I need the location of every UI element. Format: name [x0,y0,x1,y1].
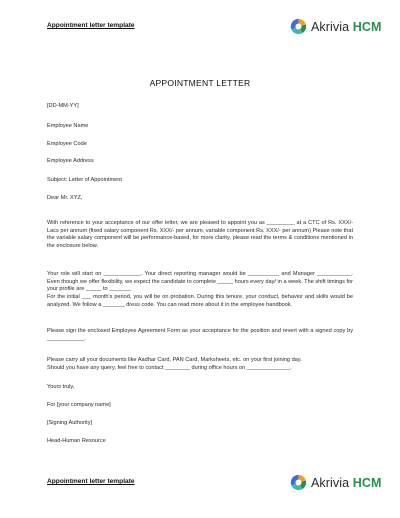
paragraph-sign-agreement: Please sign the enclosed Employee Agreement Form as your acceptance for the position and revert with a signed copy by ____________. [47,328,353,342]
date-field: [DD-MM-YY] [47,103,79,109]
paragraph-query: Should you have any query, feel free to contact ________ during office hours on ______________. [47,365,292,371]
logo-wordmark [311,20,382,34]
header-template-link[interactable]: Appointment letter template [47,22,135,29]
salutation: Dear Mr. XYZ, [47,195,83,201]
footer-logo [290,474,382,491]
paragraph-appointment: With reference to your acceptance of our offer letter, we are pleased to appoint you as _________ at a CTC of Rs. XXX/- Lacs per annum (fixed salary component Rs. XXX/- per annum, variable component Rs. XXX/- per annum) Please note that the variable salary component will be performance-based, for more clarity, please read the terms & conditions mentioned in the enclosure below. [47,220,353,249]
closing-yours-truly: Yours truly, [47,384,75,390]
logo-wordmark [311,476,382,490]
closing-role: Head-Human Resource [47,438,106,444]
employee-code-field: Employee Code [47,141,87,147]
logo-suffix: HCM [352,475,382,490]
letter-title: APPOINTMENT LETTER [149,78,251,88]
closing-signing-authority: [Signing Authority] [47,420,93,426]
footer-template-link[interactable]: Appointment letter template [47,478,135,485]
paragraph-probation: For the initial ___ month's period, you will be on probation. During this tenure, your conduct, behavior and skills would be analyzed. We follow a _______ dress code. You can read more about it in the employee handbook. [47,294,353,308]
logo-suffix: HCM [352,19,382,34]
akrivia-logo-icon [290,474,307,491]
header-logo [290,18,382,35]
logo-name: Akrivia [311,19,350,34]
employee-address-field: Employee Address [47,158,94,164]
logo-name: Akrivia [311,475,350,490]
subject-line: Subject: Letter of Appointment [47,177,122,183]
employee-name-field: Employee Name [47,123,89,129]
paragraph-documents: Please carry all your documents like Aadhar Card, PAN Card, Marksheets, etc. on your first joining day. [47,357,302,363]
akrivia-logo-icon [290,18,307,35]
closing-company: For [your company name] [47,402,111,408]
paragraph-role-start: Your role will start on ____________. Your direct reporting manager would be __________ and Manager ___________. Even though we offer flexibility, we expect the candidate to complete _____ hours every day/ in a week. The shift timings for your profile are _____ to _______ [47,271,353,293]
